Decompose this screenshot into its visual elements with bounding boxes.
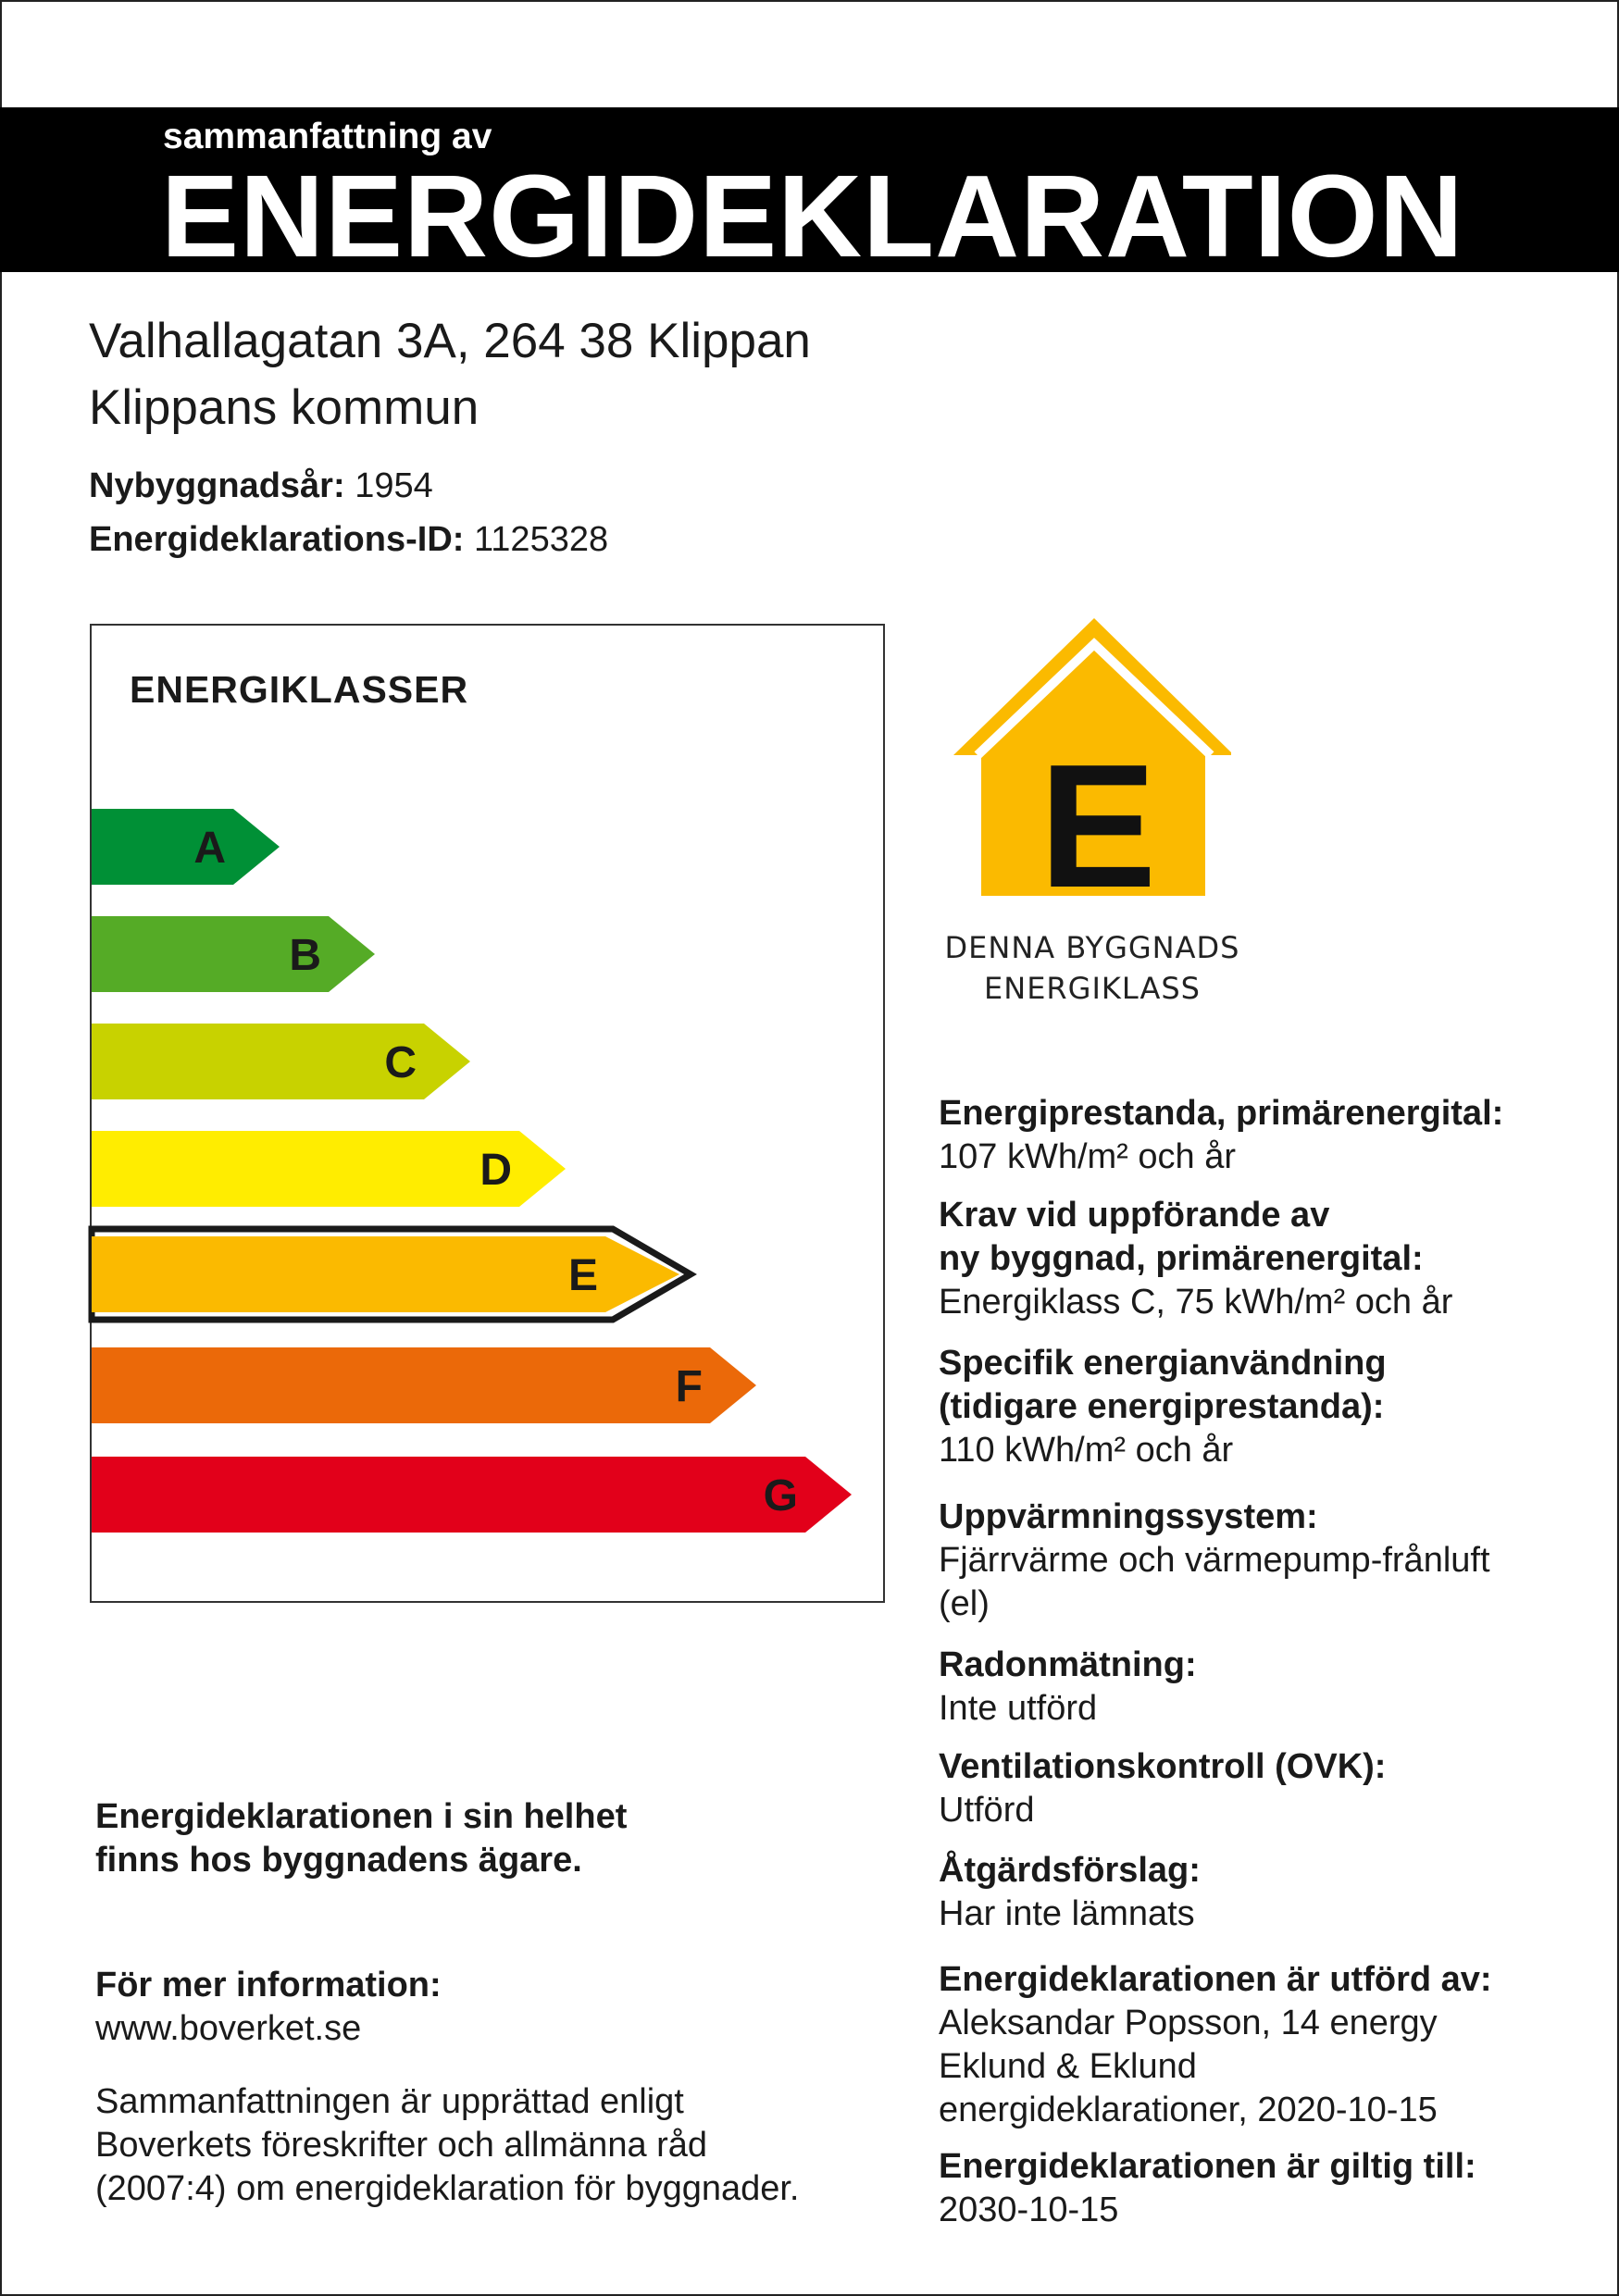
info-value: 2030-10-15 bbox=[939, 2191, 1119, 2229]
energy-class-bar-e bbox=[92, 1229, 691, 1320]
more-info-label: För mer information: bbox=[95, 1966, 442, 2004]
declaration-id-value: 1125328 bbox=[473, 520, 609, 559]
info-label: Krav vid uppförande av ny byggnad, primärenergital: bbox=[939, 1196, 1424, 1278]
info-value: Aleksandar Popsson, 14 energy Eklund & Eklund energideklarationer, 2020-10-15 bbox=[939, 2004, 1438, 2129]
energy-class-letter: G bbox=[763, 1471, 798, 1520]
energy-class-bar-c bbox=[92, 1024, 470, 1099]
energy-class-bar-b bbox=[92, 916, 375, 992]
info-item bbox=[939, 1849, 1605, 1936]
energy-class-letter: B bbox=[289, 931, 321, 980]
energy-class-arrow bbox=[92, 1347, 756, 1423]
info-value: Inte utförd bbox=[939, 1689, 1098, 1728]
info-label: Energideklarationen är utförd av: bbox=[939, 1960, 1492, 1999]
construction-year-value: 1954 bbox=[355, 466, 433, 505]
energy-class-bar-f bbox=[92, 1347, 756, 1423]
info-item bbox=[939, 1644, 1605, 1731]
info-label: Åtgärdsförslag: bbox=[939, 1851, 1201, 1890]
energy-class-arrow bbox=[92, 1457, 852, 1533]
energy-class-bar-a bbox=[92, 809, 280, 885]
info-value: Utförd bbox=[939, 1791, 1035, 1830]
property-address: Valhallagatan 3A, 264 38 Klippan bbox=[89, 314, 811, 368]
info-value: 107 kWh/m² och år bbox=[939, 1137, 1236, 1176]
info-item bbox=[939, 1194, 1605, 1324]
more-info-link: www.boverket.se bbox=[95, 2009, 362, 2048]
info-value: Fjärrvärme och värmepump-frånluft (el) bbox=[939, 1541, 1490, 1623]
owner-note: Energideklarationen i sin helhet finns hos byggnadens ägare. bbox=[95, 1797, 628, 1880]
energy-class-bar-g bbox=[92, 1457, 852, 1533]
info-item bbox=[939, 1092, 1605, 1179]
energy-class-letter: C bbox=[384, 1038, 417, 1087]
header-subtitle: sammanfattning av bbox=[163, 117, 492, 156]
info-item bbox=[939, 1745, 1605, 1832]
energy-class-bar-d bbox=[92, 1131, 566, 1207]
energy-class-letter: D bbox=[479, 1146, 512, 1195]
building-class-caption-line1: DENNA BYGGNADS bbox=[944, 930, 1240, 965]
construction-year-label: Nybyggnadsår: bbox=[89, 466, 345, 505]
info-value: 110 kWh/m² och år bbox=[939, 1431, 1234, 1470]
info-item bbox=[939, 2145, 1605, 2232]
info-label: Radonmätning: bbox=[939, 1645, 1197, 1684]
building-class-caption-line2: ENERGIKLASS bbox=[984, 971, 1201, 1006]
info-label: Ventilationskontroll (OVK): bbox=[939, 1747, 1387, 1786]
page-title: ENERGIDEKLARATION bbox=[161, 151, 1464, 281]
building-class-caption bbox=[935, 927, 1250, 1009]
info-label: Uppvärmningssystem: bbox=[939, 1497, 1318, 1536]
energy-class-letter: E bbox=[567, 1251, 598, 1300]
building-class-letter: E bbox=[1039, 728, 1157, 896]
info-value: Har inte lämnats bbox=[939, 1894, 1195, 1933]
energy-class-letter: F bbox=[675, 1362, 703, 1411]
legal-note: Sammanfattningen är upprättad enligt Boverkets föreskrifter och allmänna råd (2007:4) om energideklaration för byggnader. bbox=[95, 2082, 800, 2208]
info-label: Specifik energianvändning (tidigare energiprestanda): bbox=[939, 1344, 1387, 1426]
info-item bbox=[939, 1958, 1605, 2132]
energy-class-arrow bbox=[92, 809, 280, 885]
info-item bbox=[939, 1496, 1605, 1626]
info-item bbox=[939, 1342, 1605, 1472]
property-municipality: Klippans kommun bbox=[89, 380, 479, 435]
energy-class-arrow bbox=[92, 916, 375, 992]
info-label: Energiprestanda, primärenergital: bbox=[939, 1094, 1504, 1133]
energy-classes-title: ENERGIKLASSER bbox=[130, 668, 469, 711]
info-value: Energiklass C, 75 kWh/m² och år bbox=[939, 1283, 1453, 1322]
declaration-id-label: Energideklarations-ID: bbox=[89, 520, 465, 559]
energy-class-letter: A bbox=[193, 824, 226, 873]
info-label: Energideklarationen är giltig till: bbox=[939, 2147, 1476, 2186]
house-icon bbox=[953, 618, 1231, 896]
